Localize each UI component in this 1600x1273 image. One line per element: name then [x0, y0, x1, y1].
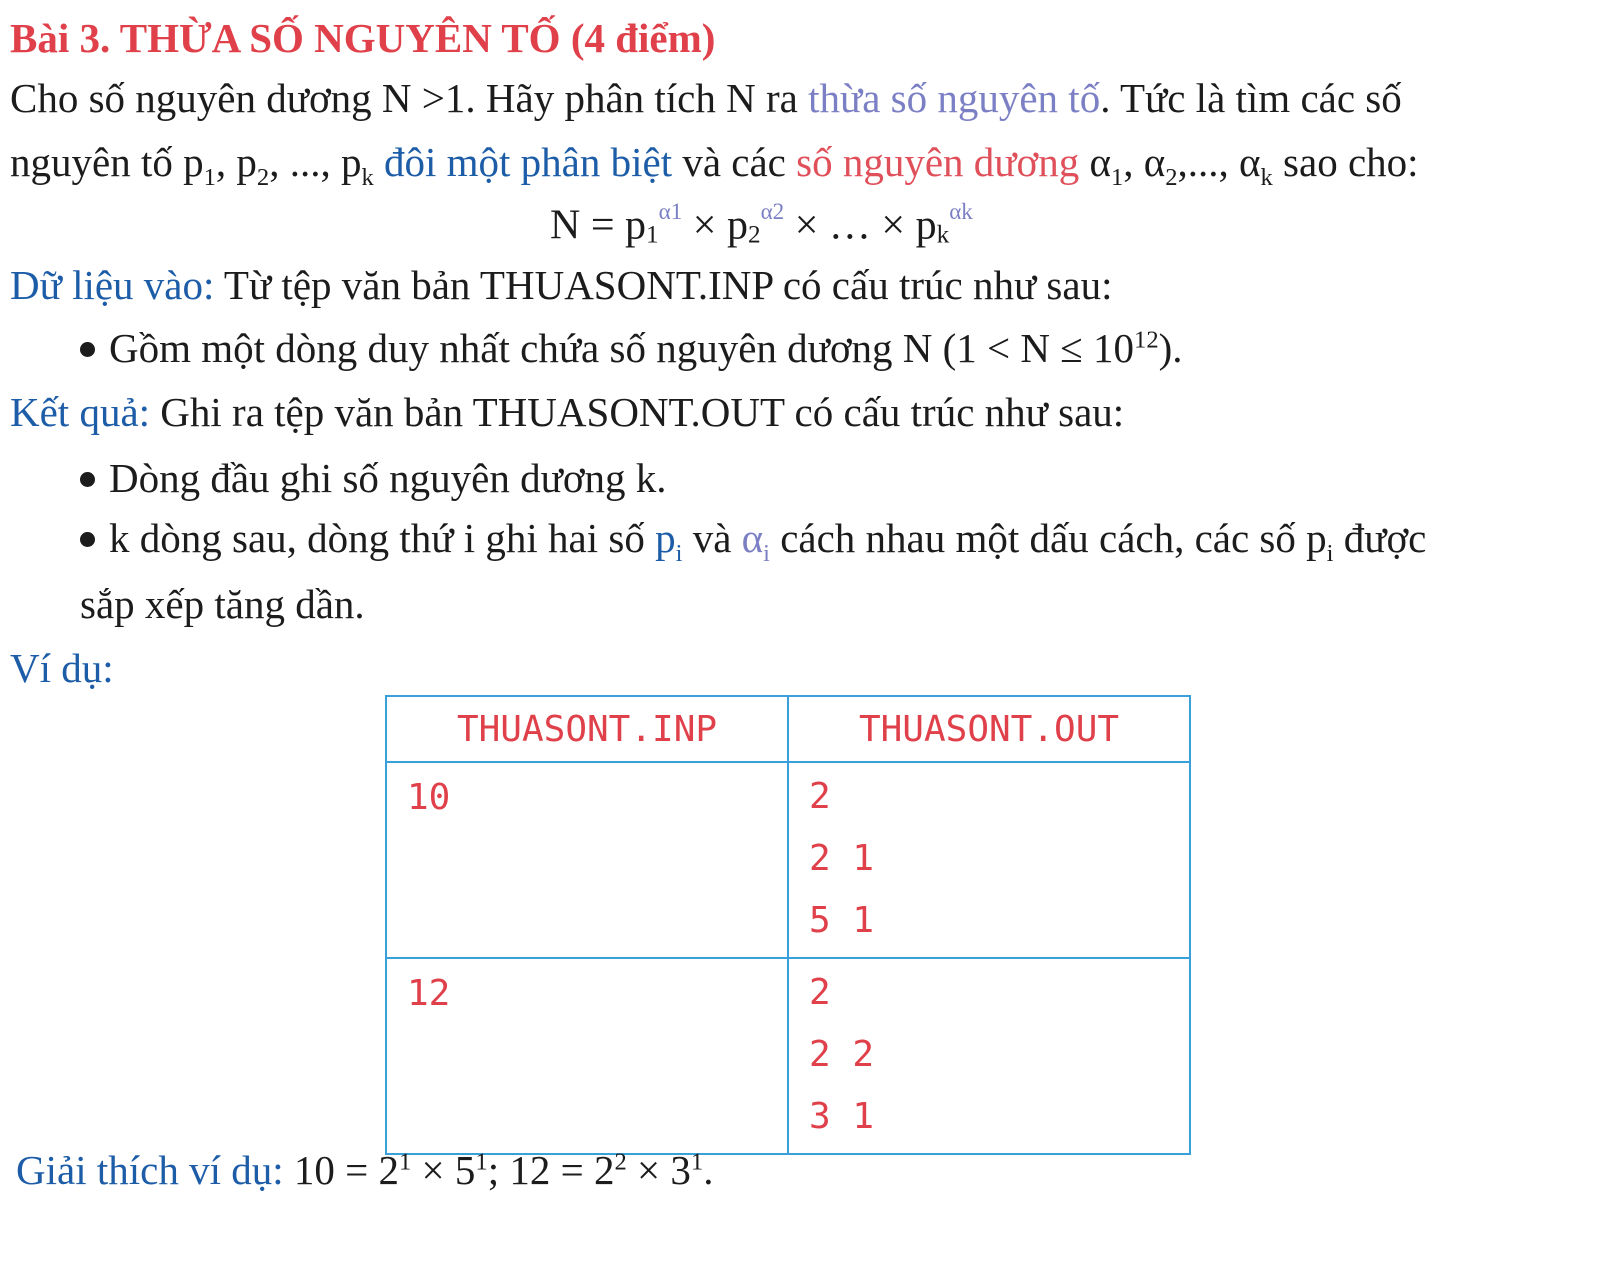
input-cell: 10: [386, 762, 788, 958]
output-section: Kết quả: Ghi ra tệp văn bản THUASONT.OUT có cấu trúc như sau:: [10, 389, 1125, 435]
bullet-icon: [80, 342, 95, 357]
example-explanation: Giải thích ví dụ: $10 = 2^1 \times 5^1$; $12 = 2^2 \times 3^1$.: [16, 1147, 714, 1193]
column-header-input: THUASONT.INP: [386, 696, 788, 762]
table-row: [386, 958, 1190, 1154]
output-line: 2: [809, 776, 831, 817]
output-cell: [788, 958, 1190, 1154]
output-line: 2 2: [809, 1034, 875, 1075]
column-header-output: THUASONT.OUT: [788, 696, 1190, 762]
output-cell: [788, 762, 1190, 958]
output-line: 2 1: [809, 838, 875, 879]
highlight-positive-integers: số nguyên dương: [796, 139, 1080, 185]
factorization-formula: $N = p1^{\alpha 1} \times p2^{\alpha 2}$ × … × $pk^{\alpha k}$: [550, 198, 973, 249]
highlight-distinct: đôi một phân biệt: [373, 139, 673, 185]
input-heading: Dữ liệu vào:: [10, 262, 215, 308]
output-line: 5 1: [809, 900, 875, 941]
example-table: [385, 695, 1191, 1155]
output-bullet-2: k dòng sau, dòng thứ i ghi hai số $p_i$ và $\alpha_i$ cách nhau một dấu cách, các số $p_i$ được: [80, 518, 1426, 567]
input-bullet: Gồm một dòng duy nhất chứa số nguyên dương N $(1 < N \le 10^{12})$.: [80, 328, 1183, 369]
highlight-prime-factors: thừa số nguyên tố: [808, 75, 1101, 121]
output-heading: Kết quả:: [10, 389, 151, 435]
output-bullet-1: Dòng đầu ghi số nguyên dương k.: [80, 458, 667, 499]
intro-line-1: Cho số nguyên dương N >1. Hãy phân tích N ra thừa số nguyên tố. Tức là tìm các số: [10, 75, 1402, 121]
bullet-icon: [80, 532, 95, 547]
explanation-heading: Giải thích ví dụ:: [16, 1147, 284, 1193]
input-cell: 12: [386, 958, 788, 1154]
output-bullet-2-continued: sắp xếp tăng dần.: [80, 581, 365, 627]
output-line: 3 1: [809, 1096, 875, 1137]
intro-line-2: nguyên tố $p_1$, $p_2$, ..., $p_k$ đôi một phân biệt và các số nguyên dương $\alpha_1$, $\alpha_2$,..., $\alpha_k$ sao cho:: [10, 139, 1419, 192]
bullet-icon: [80, 472, 95, 487]
input-section: Dữ liệu vào: Từ tệp văn bản THUASONT.INP có cấu trúc như sau:: [10, 262, 1113, 308]
output-line: 2: [809, 972, 831, 1013]
problem-title: Bài 3. THỪA SỐ NGUYÊN TỐ (4 điểm): [10, 15, 716, 61]
example-heading: Ví dụ:: [10, 645, 114, 691]
table-header-row: [386, 696, 1190, 762]
table-row: [386, 762, 1190, 958]
